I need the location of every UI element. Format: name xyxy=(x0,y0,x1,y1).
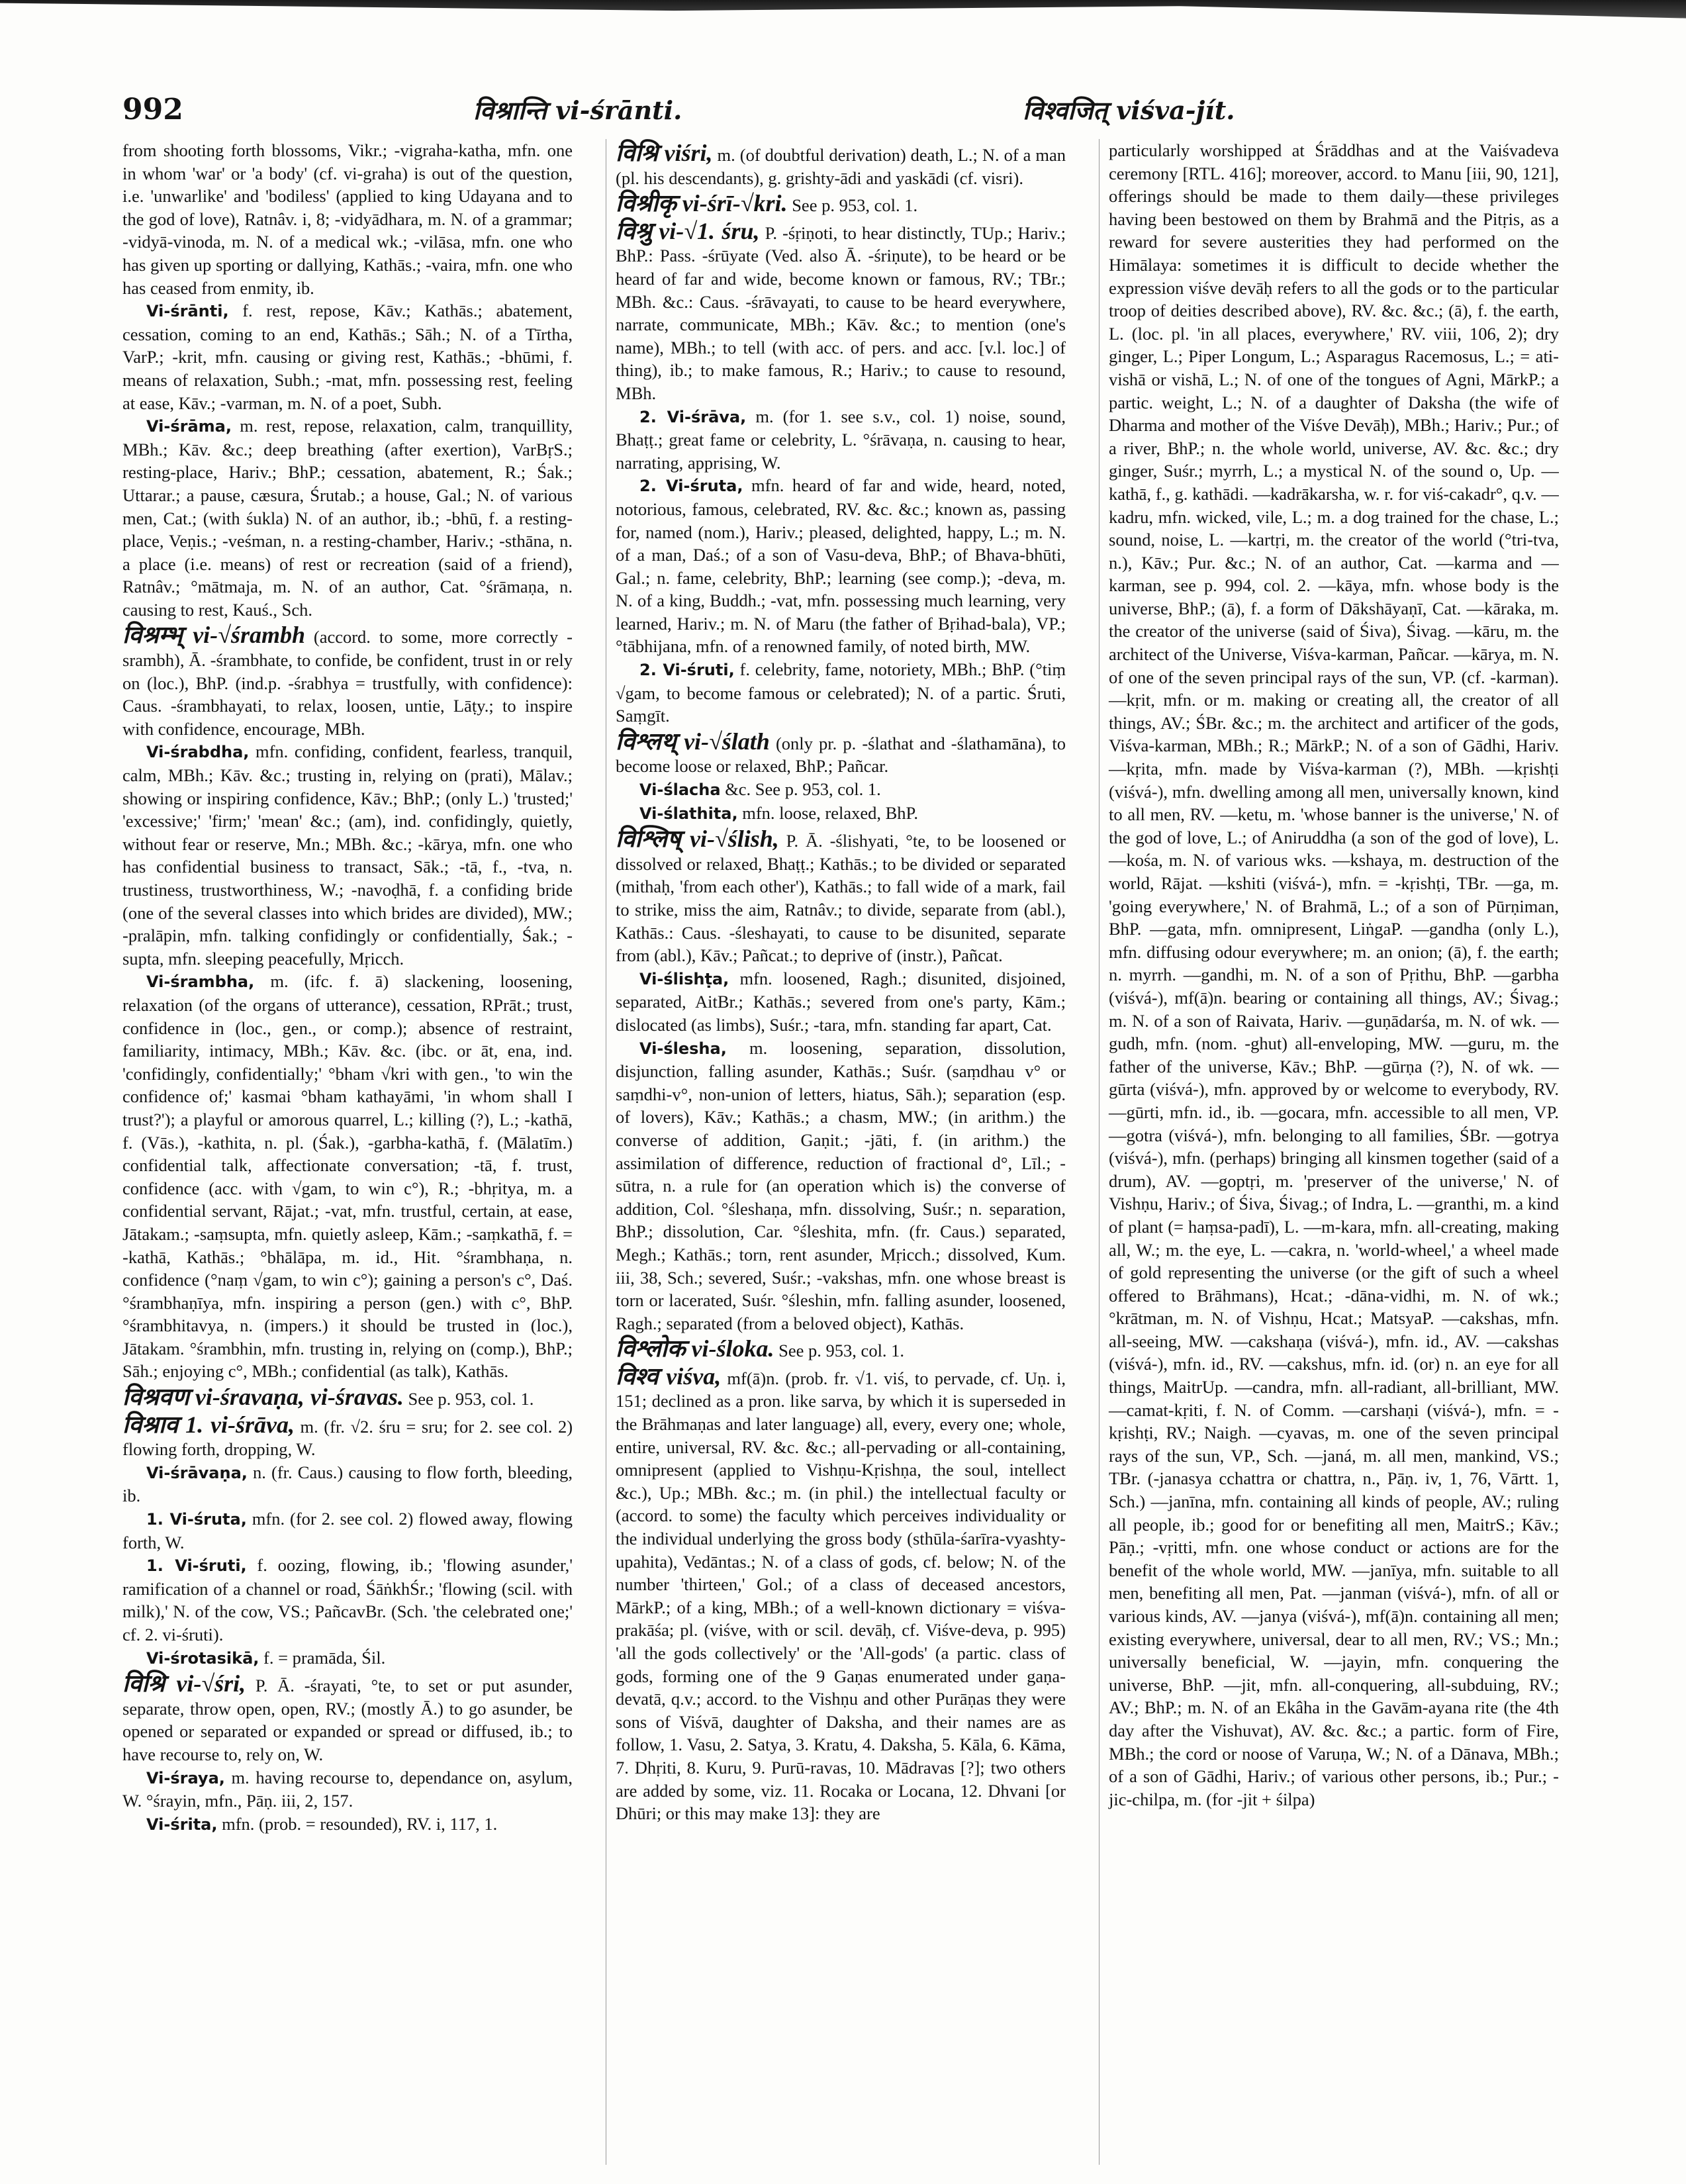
entry-text: See p. 953, col. 1. xyxy=(408,1389,534,1409)
entry-text: P. Ā. -ślishyati, °te, to be loosened or dissolved or relaxed, Bhaṭṭ.; Kathās.; to be divided or separated (mithaḥ, 'from each other'), Kathās.; to fall wide of a mark, fail to strike, miss the aim, Ratnâv.; to divide, separate from (abl.), Kathās.: Caus. -śleshayati, to cause to be disunited, separate from (abl.), Kāv.; Pañcat.; to deprive of (instr.), Pañcat. xyxy=(616,831,1066,966)
entry-text: f. oozing, flowing, ib.; 'flowing asunder,' ramification of a channel or road, ŚāṅkhŚr.; 'flowing (scil. with milk),' N. of the cow, VS.; PañcavBr. (Sch. 'the celebrated one;' cf. 2. vi-śruti). xyxy=(122,1555,573,1644)
entry-text: See p. 953, col. 1. xyxy=(792,195,918,216)
sub-headword: 1. Vi-śruta, xyxy=(146,1510,247,1529)
dictionary-entry xyxy=(122,1672,573,1766)
main-headword: विश्रवण vi-śravaṇa, vi-śravas. xyxy=(122,1384,404,1411)
main-headword: विश्रीकृ vi-śrī-√kri. xyxy=(616,190,788,217)
entry-text: (only pr. p. -ślathat and -ślathamāna), to become loose or relaxed, BhP.; Pañcar. xyxy=(616,733,1066,777)
entry-text: m. (fr. √2. śru = sru; for 2. see col. 2) flowing forth, dropping, W. xyxy=(122,1416,573,1460)
running-head-left: विश्रान्ति vi-śrānti. xyxy=(473,95,682,125)
entry-text: f. = pramāda, Śil. xyxy=(263,1647,386,1668)
entry-text: m. rest, repose, relaxation, calm, tranquillity, MBh.; Kāv. &c.; deep breathing (after exertion), VarBṛS.; resting-place, Hariv.; BhP.; cessation, abatement, R.; Śak.; Uttarar.; a pause, cæsura, Śrutab.; a house, Gal.; N. of various men, Cat.; (with śukla) N. of an author, ib.; -bhū, f. a resting-place, Veṇis.; -veśman, n. a resting-chamber, Hariv.; -sthāna, n. a place (i.e. means) of rest or recreation (said of a friend), Ratnâv.; °mātmaja, m. N. of an author, Cat. °śrāmaṇa, n. causing to rest, Kauś., Sch. xyxy=(122,416,573,620)
dictionary-entry xyxy=(122,1507,573,1554)
dictionary-entry xyxy=(616,142,1066,189)
sub-headword: 2. Vi-śrāva, xyxy=(639,407,747,426)
dictionary-entry xyxy=(616,967,1066,1037)
sub-headword: 2. Vi-śruta, xyxy=(639,477,743,496)
sub-headword: Vi-śrambha, xyxy=(146,973,255,992)
dictionary-entry xyxy=(122,1461,573,1507)
column-2 xyxy=(606,139,1066,2165)
entry-text: P. Ā. -śrayati, °te, to set or put asunder, separate, throw open, open, RV.; (mostly Ā.) to go asunder, be opened or separated or expanded or spread or diffused, ib.; to have recourse to, rely on, W. xyxy=(122,1676,573,1764)
sub-headword: Vi-śraya, xyxy=(146,1768,225,1787)
entry-text: mfn. heard of far and wide, heard, noted, notorious, famous, celebrated, RV. &c. &c.; known as, passing for, named (nom.), Hariv.; pleased, delighted, happy, L.; m. N. of a man, Daś.; of a son of Vasu-deva, BhP.; of Bhava-bhūti, Gal.; n. fame, celebrity, BhP.; learning (see comp.); -deva, m. N. of a king, Buddh.; -vat, mfn. possessing much learning, very learned, Hariv.; m. N. of Maru (the father of Bṛihad-bala), VP.; °tābhijana, mfn. of a renowned family, of noted birth, MW. xyxy=(616,475,1066,657)
main-headword: विश्लिष् vi-√ślish, xyxy=(616,826,779,853)
main-headword: विश्रम्भ् vi-√śrambh xyxy=(122,622,305,649)
dictionary-entry xyxy=(616,802,1066,826)
page-number: 992 xyxy=(122,93,183,126)
main-headword: विश्लोक vi-śloka. xyxy=(616,1335,774,1362)
dictionary-entry xyxy=(122,139,573,299)
entry-text: mfn. loosened, Ragh.; disunited, disjoined, separated, AitBr.; Kathās.; severed from one's party, Kām.; dislocated (as limbs), Suśr.; -tara, mfn. standing far apart, Cat. xyxy=(616,968,1066,1035)
dictionary-entry xyxy=(122,1766,573,1813)
column-1 xyxy=(122,139,573,2165)
dictionary-entry xyxy=(616,778,1066,802)
entry-text: m. loosening, separation, dissolution, disjunction, falling asunder, Kathās.; Suśr. (saṃdhau v° or saṃdhi-v°, non-union of letters, hiatus, Sāh.); separation (esp. of lovers), Kāv.; Kathās.; a chasm, MW.; (in arithm.) the converse of addition, Gaṇit.; -jāti, f. (in arithm.) the assimilation of difference, reduction of fractional d°, Līl.; -sūtra, n. a rule for (an operation which is) the converse of addition, Col. °śleshaṇa, mfn. dissolving, Suśr.; n. separation, BhP.; dissolution, Car. °śleshita, mfn. (fr. Caus.) separated, Megh.; Kathās.; torn, rent asunder, Mṛicch.; dissolved, Kum. iii, 38, Sch.; severed, Suśr.; -vakshas, mfn. one whose breast is torn or lacerated, Suśr. °śleshin, mfn. falling asunder, loosened, Ragh.; separated (from a beloved object), Kathās. xyxy=(616,1037,1066,1333)
dictionary-entry xyxy=(1109,139,1559,1811)
main-headword: विश्रु vi-√1. śru, xyxy=(616,217,760,244)
dictionary-entry xyxy=(122,1646,573,1670)
entry-text: mf(ā)n. (prob. fr. √1. viś, to pervade, cf. Uṇ. i, 151; declined as a pron. like sarva, by which it is superseded in the Brāhmaṇas and later language) all, every, every one; whole, entire, universal, RV. &c. &c.; all-pervading or all-containing, omnipresent (applied to Vishṇu-Kṛishṇa, the soul, intellect &c.), Up.; MBh. &c.; m. (in phil.) the intellectual faculty or (accord. to some) the faculty which perceives individuality or the individual underlying the gross body (sthūla-śarīra-vyashty-upahita), Vedāntas.; N. of a class of gods, cf. below; N. of the number 'thirteen,' Gol.; of a class of deceased ancestors, MārkP.; of a king, MBh.; of a well-known dictionary = viśva-prakāśa; pl. (viśve, with or scil. devāḥ, cf. Viśve-deva, p. 995) 'all the gods collectively' or the 'All-gods' (a partic. class of gods, forming one of the 9 Gaṇas enumerated under gaṇa-devatā, q.v.; accord. to the Vishṇu and other Purāṇas they were sons of Viśvā, daughter of Daksha, and their names are as follow, 1. Vasu, 2. Satya, 3. Kratu, 4. Daksha, 5. Kāla, 6. Kāma, 7. Dhṛiti, 8. Kuru, 9. Purū-ravas, 10. Mādravas [?]; two others are added by some, viz. 11. Rocaka or Locana, 12. Dhvani [or Dhūri; or this may make 13]: they are xyxy=(616,1368,1066,1824)
column-3 xyxy=(1099,139,1559,2165)
dictionary-entry xyxy=(616,828,1066,967)
entry-text: m. (ifc. f. ā) slackening, loosening, relaxation (of the organs of utterance), cessation, RPrāt.; trust, confidence in (loc., gen., or comp.); absence of restraint, familiarity, intimacy, MBh.; Kāv. &c. (ibc. or āt, ena, ind. 'confidingly, confidentially;' °bham √kri with gen., 'to win the confidence of;' kasmai °bham kathayāmi, 'in whom shall I trust?'); a playful or amorous quarrel, L.; killing (?), L.; -kathā, f. (Vās.), -kathita, n. pl. (Śak.), -garbha-kathā, f. (Mālatīm.) confidential talk, affectionate conversation; -tā, f. trust, confidence (acc. with √gam, to win c°), R.; -bhṛitya, m. a confidential servant, Rājat.; -vat, mfn. trustful, certain, at ease, Jātakam.; -saṃsupta, mfn. quietly asleep, Kām.; -saṃkathā, f. = -kathā, Kathās.; °bhālāpa, m. id., Hit. °śrambhaṇa, n. confidence (°naṃ √gam, to win c°); gaining a person's c°, Daś. °śrambhaṇīya, mfn. inspiring a person (gen.) with c°, BhP. °śrambhitavya, n. (impers.) it should be trusted in (loc.), Jātakam. °śrambhin, mfn. trusting in, relying on (comp.), BhP.; Sāh.; enjoying c°, MBh.; confidential (as talk), Kathās. xyxy=(122,971,573,1382)
main-headword: विश्रि vi-√śri, xyxy=(122,1670,246,1697)
sub-headword: Vi-ślathita, xyxy=(639,804,738,823)
dictionary-entry xyxy=(616,192,1066,217)
entry-text: from shooting forth blossoms, Vikr.; -vigraha-katha, mfn. one in whom 'war' or 'a body' (cf. vi-graha) is out of the question, i.e. 'unwarlike' and 'bodiless' (applied to king Udayana and to the god of love), Ratnâv. i, 8; -vidyādhara, m. N. of a grammar; -vidyā-vinoda, m. N. of a medical wk.; -vilāsa, mfn. one who has given up sporting or dallying, Kathās.; -vaira, mfn. one who has ceased from enmity, ib. xyxy=(122,140,573,298)
scan-edge xyxy=(0,0,1686,30)
dictionary-columns xyxy=(122,139,1559,2165)
entry-text: m. (for 1. see s.v., col. 1) noise, sound, Bhaṭṭ.; great fame or celebrity, L. °śrāvaṇa, n. causing to hear, narrating, apprising, W. xyxy=(616,406,1066,473)
page-header xyxy=(122,93,1559,139)
entry-text: m. having recourse to, dependance on, asylum, W. °śrayin, mfn., Pāṇ. iii, 2, 157. xyxy=(122,1767,573,1811)
dictionary-entry xyxy=(122,299,573,414)
entry-text: f. celebrity, fame, notoriety, MBh.; BhP. (°tiṃ √gam, to become famous or celebrated); N. of a partic. Śruti, Saṃgīt. xyxy=(616,659,1066,726)
entry-text: P. -śṛiṇoti, to hear distinctly, TUp.; Hariv.; BhP.: Pass. -śrūyate (Ved. also Ā. -śriṇute), to be heard or be heard of far and wide, become known or famous, RV.; TBr.; MBh. &c.: Caus. -śrāvayati, to cause to be heard everywhere, narrate, communicate, MBh.; Kāv. &c.; to mention (one's name), MBh.; to tell (with acc. of pers. and acc. [v.l. loc.] of thing), ib.; to make famous, R.; Hariv.; to cause to resound, MBh. xyxy=(616,222,1066,403)
sub-headword: Vi-śrāma, xyxy=(146,417,232,436)
dictionary-entry xyxy=(122,1554,573,1646)
entry-text: mfn. confiding, confident, fearless, tranquil, calm, MBh.; Kāv. &c.; trusting in, relying on (prati), Mālav.; showing or inspiring confidence, Kāv.; BhP.; (only L.) 'trusted;' 'excessive;' 'firm;' 'mean' &c.; (am), ind. confidingly, quietly, without fear or reserve, Mn.; MBh. &c.; -kārya, mfn. one who has confidential business to transact, Sāk.; -tā, f., -tva, n. trustiness, trustworthiness, W.; -navoḍhā, f. a confiding bride (one of the several classes into which brides are divided), MW.; -pralāpin, mfn. talking confidingly or confidentially, Śak.; -supta, mfn. sleeping peacefully, Mṛicch. xyxy=(122,741,573,969)
sub-headword: Vi-śrita, xyxy=(146,1815,218,1834)
running-head-right: विश्वजित् viśva-jít. xyxy=(1023,95,1235,125)
sub-headword: Vi-śrabdha, xyxy=(146,743,250,762)
main-headword: विश्व viśva, xyxy=(616,1362,722,1390)
dictionary-entry xyxy=(122,414,573,621)
entry-text: mfn. (prob. = resounded), RV. i, 117, 1. xyxy=(222,1813,498,1834)
dictionary-entry xyxy=(122,1386,573,1411)
entry-text: mfn. (for 2. see col. 2) flowed away, flowing forth, W. xyxy=(122,1509,573,1552)
dictionary-entry xyxy=(616,217,1066,405)
sub-headword: 1. Vi-śruti, xyxy=(146,1556,247,1576)
dictionary-entry xyxy=(616,405,1066,475)
entry-text: See p. 953, col. 1. xyxy=(778,1341,905,1361)
dictionary-entry xyxy=(616,474,1066,658)
dictionary-entry xyxy=(122,1813,573,1836)
sub-headword: Vi-śrotasikā, xyxy=(146,1648,259,1668)
sub-headword: Vi-ślishṭa, xyxy=(639,969,729,988)
entry-text: n. (fr. Caus.) causing to flow forth, bleeding, ib. xyxy=(122,1462,573,1506)
dictionary-entry xyxy=(122,970,573,1383)
entry-text: m. (of doubtful derivation) death, L.; N. of a man (pl. his descendants), g. grishty-ādi and yaskādi (cf. visri). xyxy=(616,145,1066,188)
entry-text: &c. See p. 953, col. 1. xyxy=(725,779,881,800)
dictionary-entry xyxy=(616,658,1066,728)
sub-headword: Vi-ślesha, xyxy=(639,1039,727,1058)
sub-headword: Vi-śrāvaṇa, xyxy=(146,1463,248,1482)
dictionary-entry xyxy=(122,624,573,740)
entry-text: (accord. to some, more correctly -srambh), Ā. -śrambhate, to confide, be confident, trust in or rely on (loc.), BhP. (ind.p. -śrabhya = trustfully, with confidence): Caus. -śrambhayati, to relax, loosen, untie, Lāṭy.; to inspire with confidence, encourage, MBh. xyxy=(122,627,573,739)
main-headword: विश्राव 1. vi-śrāva, xyxy=(122,1411,295,1438)
entry-text: particularly worshipped at Śrāddhas and at the Vaiśvadeva ceremony [RTL. 416]; moreover, accord. to Manu [iii, 90, 121], offerings should be made to them daily—these privileges having been bestowed on them by Brahmā and the Pitṛis, as a reward for severe austerities they had performed on the Himālaya: sometimes it is difficult to decide whether the expression viśve devāḥ refers to all the gods or to the particular troop of deities described above), RV. &c. &c.; (ā), f. the earth, L. (loc. pl. 'in all places, everywhere,' RV. viii, 106, 2); dry ginger, L.; Piper Longum, L.; Asparagus Racemosus, L.; = ati-vishā or vishā, L.; N. of one of the tongues of Agni, MārkP.; a partic. weight, L.; N. of a daughter of Daksha (the wife of Dharma and mother of the Viśve Devāḥ), MBh.; Hariv.; Pur.; of a river, BhP.; n. the whole world, universe, AV. &c. &c.; dry ginger, Suśr.; myrrh, L.; a mystical N. of the sound o, Up. —kathā, f., g. kathādi. —kadrākarsha, w. r. for viś-cakadr°, q.v. —kadru, mfn. wicked, vile, L.; m. a dog trained for the chase, L.; sound, noise, L. —kartṛi, m. the creator of the world (°tri-tva, n.), Kāv.; Pur. &c.; N. of an author, Cat. —karma and —karman, see p. 994, col. 2. —kāya, mfn. whose body is the universe, BhP.; (ā), f. a form of Dākshāyaṇī, Cat. —kāraka, m. the creator of the universe (said of Śiva), Śivag. —kāru, m. the architect of the Universe, Viśva-karman, Pañcar. —kārya, m. N. of one of the seven principal rays of the sun, VP. (cf. -karman). —kṛit, mfn. or m. making or creating all, the creator of all things, AV.; ŚBr. &c.; m. the architect and artificer of the gods, Viśva-karman, MBh.; R.; MārkP.; N. of a son of Gādhi, Hariv. —kṛita, mfn. made by Viśva-karman (?), MBh. —kṛishṭi (viśvá-), mfn. dwelling among all men, universally known, kind to all men, RV. —ketu, m. 'whose banner is the universe,' N. of the god of love, L.; of Aniruddha (a son of the god of love), L. —kośa, m. N. of various wks. —kshaya, m. destruction of the world, Rājat. —kshiti (viśvá-), mfn. = -kṛishṭi, TBr. —ga, m. 'going everywhere,' N. of Brahmā, L.; of a son of Pūrṇiman, BhP. —gata, mfn. omnipresent, LiṅgaP. —gandha (only L.), mfn. diffusing odour everywhere; m. an onion; (ā), f. the earth; n. myrrh. —gandhi, m. N. of a son of Pṛithu, BhP. —garbha (viśvá-), mf(ā)n. bearing or containing all things, AV.; Śivag.; m. N. of a son of Raivata, Hariv. —guṇādarśa, m. N. of wk. —gudh, mfn. (nom. -ghut) all-enveloping, MW. —guru, m. the father of the universe, Kāv.; BhP. —gūrṇa (?), N. of wk. —gūrta (viśvá-), mfn. approved by or welcome to everybody, RV. —gūrti, mfn. id., ib. —gocara, mfn. accessible to all men, VP. —gotra (viśvá-), mfn. belonging to all families, ŚBr. —gotrya (viśvá-), mfn. (perhaps) bringing all kinsmen together (said of a drum), AV. —goptṛi, m. 'preserver of the universe,' N. of Vishṇu, Hariv.; of Śiva, Śivag.; of Indra, L. —granthi, m. a kind of plant (= haṃsa-padī), L. —m-kara, mfn. all-creating, making all, W.; m. the eye, L. —cakra, n. 'world-wheel,' a wheel made of gold representing the universe (or the gift of such a wheel offered to Brāhmans), Hcat.; -dāna-vidhi, m. N. of wk.; °krātman, m. N. of Vishṇu, Hcat.; MatsyaP. —cakshas, mfn. all-seeing, MW. —cakshaṇa (viśvá-), mfn. id., AV. —cakshas (viśvá-), mfn. id., RV. —cakshus, mfn. id. (or) n. an eye for all things, MaitrUp. —candra, mfn. all-radiant, all-brilliant, MW. —camat-kṛiti, f. N. of Comm. —carshaṇi (viśvá-), mfn. = -kṛishṭi, RV.; Naigh. —cyavas, m. one of the seven principal rays of the sun, VP., Sch. —janá, m. all men, mankind, VS.; TBr. (-janasya cchattra or chattra, n., Pāṇ. iv, 1, 76, Vārtt. 1, Sch.) —janīna, mfn. containing all kinds of people, AV.; ruling all people, ib.; good for or benefiting all men, MaitrS.; Kāv.; Pāṇ.; -vṛitti, mfn. one whose conduct or actions are for the benefit of the whole world, MW. —janīya, mfn. suitable to all men, benefiting all men, Pat. —janman (viśvá-), mfn. of all or various kinds, AV. —janya (viśvá-), mf(ā)n. containing all men; existing everywhere, universal, dear to all men, RV.; VS.; Mn.; universally beneficial, W. —jayin, mfn. conquering the universe, BhP. —jit, mfn. all-conquering, all-subduing, RV.; AV.; BhP.; m. N. of an Ekâha in the Gavām-ayana rite (the 4th day after the Vishuvat), AV. &c. &c.; a partic. form of Fire, MBh.; the cord or noose of Varuṇa, W.; N. of a Dānava, MBh.; of a son of Gādhi, Hariv.; of various other persons, ib.; Pur.; -jic-chilpa, m. (for -jit + śilpa) xyxy=(1109,140,1559,1809)
dictionary-entry xyxy=(122,1413,573,1461)
entry-text: f. rest, repose, Kāv.; Kathās.; abatement, cessation, coming to an end, Kathās.; Sāh.; N. of a Tīrtha, VarP.; -krit, mfn. causing or giving rest, Kathās.; -bhūmi, f. means of relaxation, Subh.; -mat, mfn. possessing rest, feeling at ease, Kāv.; -varman, m. N. of a poet, Subh. xyxy=(122,301,573,413)
dictionary-entry xyxy=(122,740,573,970)
sub-headword: Vi-ślacha xyxy=(639,781,721,800)
sub-headword: 2. Vi-śruti, xyxy=(639,661,735,680)
main-headword: विश्लथ् vi-√ślath xyxy=(616,728,770,755)
dictionary-entry xyxy=(616,1037,1066,1335)
sub-headword: Vi-śrānti, xyxy=(146,302,229,321)
entry-text: mfn. loose, relaxed, BhP. xyxy=(742,802,918,823)
dictionary-entry xyxy=(616,730,1066,778)
dictionary-entry xyxy=(616,1337,1066,1362)
dictionary-entry xyxy=(616,1362,1066,1825)
main-headword: विश्रि viśri, xyxy=(616,140,713,166)
